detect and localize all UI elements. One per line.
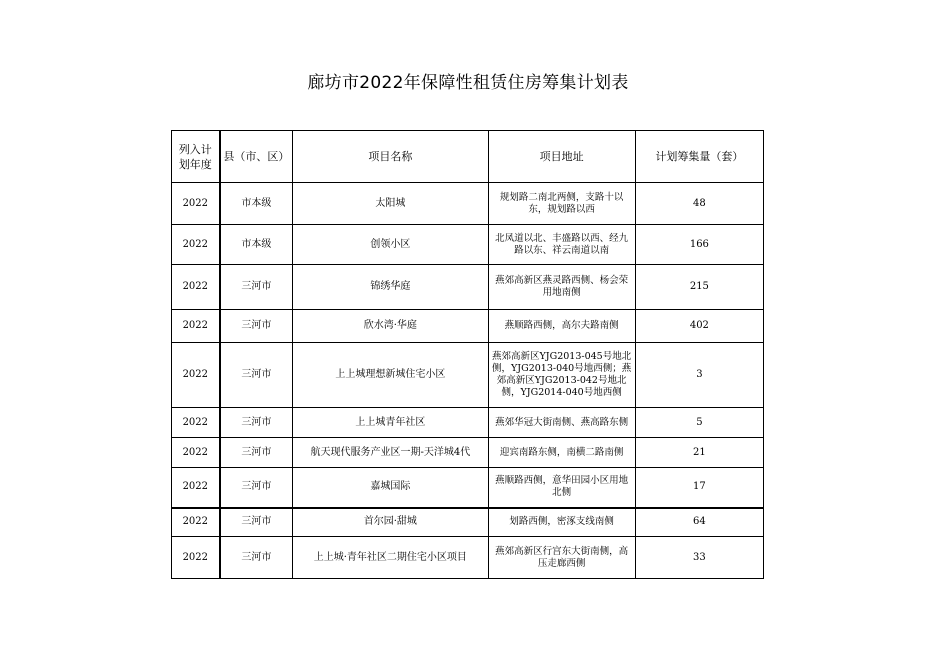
cell-planned-quantity: 21: [635, 438, 763, 468]
cell-year: 2022: [172, 408, 220, 438]
cell-county: 三河市: [220, 343, 293, 408]
table-row: [172, 468, 764, 508]
cell-project-name: 上上城理想新城住宅小区: [293, 343, 488, 408]
header-row: [172, 131, 764, 183]
cell-project-address: 规划路二南北两侧，支路十以东，规划路以西: [488, 183, 635, 225]
header-county: 县（市、区）: [220, 131, 293, 183]
cell-planned-quantity: 402: [635, 310, 763, 343]
cell-project-address: 北凤道以北、丰盛路以西、经九路以东、祥云南道以南: [488, 225, 635, 265]
table-row: [172, 508, 764, 537]
table-row: [172, 537, 764, 579]
cell-project-name: 欣水湾·华庭: [293, 310, 488, 343]
cell-planned-quantity: 166: [635, 225, 763, 265]
cell-year: 2022: [172, 508, 220, 537]
cell-county: 市本级: [220, 225, 293, 265]
cell-planned-quantity: 3: [635, 343, 763, 408]
table-row: [172, 225, 764, 265]
cell-project-address: 划路西侧，密涿支线南侧: [488, 508, 635, 537]
cell-planned-quantity: 33: [635, 537, 763, 579]
table-row: [172, 310, 764, 343]
table-row: [172, 343, 764, 408]
cell-year: 2022: [172, 310, 220, 343]
cell-project-address: 燕郊高新区YJG2013-045号地北侧，YJG2013-040号地西侧；燕郊高新区YJG2013-042号地北侧，YJG2014-040号地西侧: [488, 343, 635, 408]
cell-project-name: 锦绣华庭: [293, 265, 488, 310]
cell-planned-quantity: 5: [635, 408, 763, 438]
cell-planned-quantity: 215: [635, 265, 763, 310]
cell-county: 市本级: [220, 183, 293, 225]
table-row: [172, 408, 764, 438]
cell-year: 2022: [172, 537, 220, 579]
cell-project-name: 首尔园·甜城: [293, 508, 488, 537]
cell-project-name: 创领小区: [293, 225, 488, 265]
cell-project-name: 航天现代服务产业区一期-天洋城4代: [293, 438, 488, 468]
cell-planned-quantity: 17: [635, 468, 763, 508]
cell-year: 2022: [172, 225, 220, 265]
cell-planned-quantity: 64: [635, 508, 763, 537]
cell-project-name: 嘉城国际: [293, 468, 488, 508]
table-row: [172, 265, 764, 310]
cell-county: 三河市: [220, 468, 293, 508]
cell-county: 三河市: [220, 438, 293, 468]
cell-year: 2022: [172, 438, 220, 468]
cell-project-name: 上上城青年社区: [293, 408, 488, 438]
table-row: [172, 183, 764, 225]
table-row: [172, 438, 764, 468]
cell-planned-quantity: 48: [635, 183, 763, 225]
cell-county: 三河市: [220, 408, 293, 438]
cell-county: 三河市: [220, 265, 293, 310]
cell-year: 2022: [172, 265, 220, 310]
cell-project-address: 燕郊高新区行宫东大街南侧，高压走廊西侧: [488, 537, 635, 579]
cell-project-address: 燕郊华冠大街南侧、燕高路东侧: [488, 408, 635, 438]
header-project-name: 项目名称: [293, 131, 488, 183]
cell-year: 2022: [172, 183, 220, 225]
cell-project-address: 迎宾南路东侧，南横二路南侧: [488, 438, 635, 468]
header-year: 列入计划年度: [172, 131, 220, 183]
cell-county: 三河市: [220, 310, 293, 343]
cell-project-address: 燕顺路西侧，意华田园小区用地北侧: [488, 468, 635, 508]
cell-project-name: 太阳城: [293, 183, 488, 225]
cell-project-name: 上上城·青年社区二期住宅小区项目: [293, 537, 488, 579]
cell-year: 2022: [172, 343, 220, 408]
header-project-address: 项目地址: [488, 131, 635, 183]
page-title: 廊坊市2022年保障性租赁住房筹集计划表: [307, 73, 629, 93]
cell-project-address: 燕顺路西侧，高尔夫路南侧: [488, 310, 635, 343]
header-planned-quantity: 计划筹集量（套）: [635, 131, 763, 183]
cell-project-address: 燕郊高新区燕灵路西侧、杨会荣用地南侧: [488, 265, 635, 310]
cell-county: 三河市: [220, 508, 293, 537]
plan-table: [171, 130, 764, 579]
cell-county: 三河市: [220, 537, 293, 579]
cell-year: 2022: [172, 468, 220, 508]
